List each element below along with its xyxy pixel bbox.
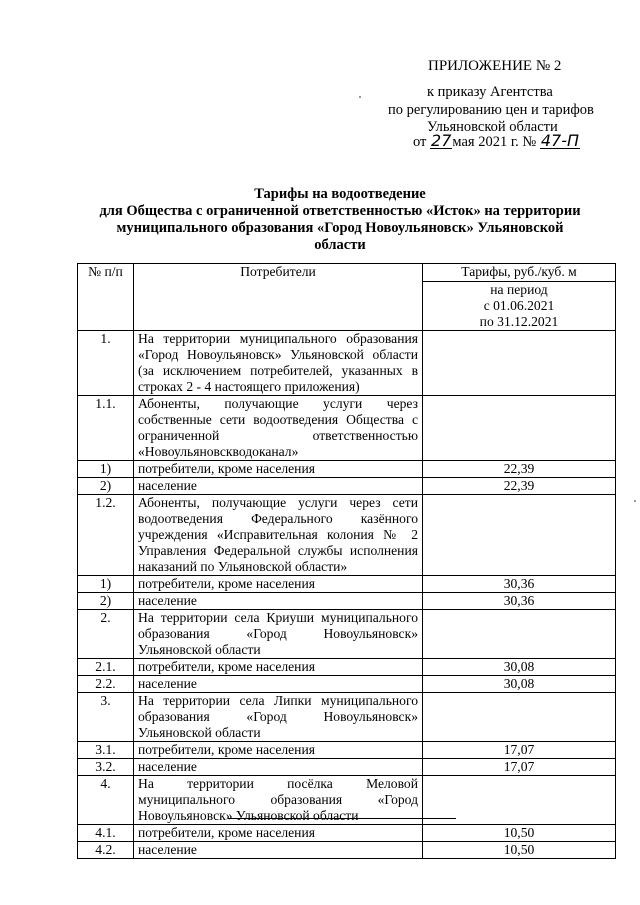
row-number: 2.2. [78, 676, 134, 693]
row-tariff [423, 331, 616, 396]
table-body [78, 331, 616, 859]
row-consumer: потребители, кроме населения [134, 576, 423, 593]
row-tariff: 30,08 [423, 659, 616, 676]
row-consumer: население [134, 759, 423, 776]
tariff-table [77, 263, 616, 859]
period-line-2: с 01.06.2021 [483, 298, 555, 313]
row-tariff: 30,36 [423, 593, 616, 610]
row-consumer: потребители, кроме населения [134, 825, 423, 842]
row-number: 2) [78, 593, 134, 610]
title-line-4: области [314, 237, 366, 253]
row-consumer: На территории села Липки муниципального образования «Город Новоульяновск» Ульяновской области [134, 693, 423, 742]
row-number: 1. [78, 331, 134, 396]
table-row [78, 331, 616, 396]
row-consumer: На территории муниципального образования «Город Новоульяновск» Ульяновской области (за исключением потребителей, указанных в строках 2 - 4 настоящего приложения) [134, 331, 423, 396]
row-number: 1.1. [78, 396, 134, 461]
row-consumer: На территории села Криуши муниципального образования «Город Новоульяновск» Ульяновской области [134, 610, 423, 659]
row-number: 1.2. [78, 495, 134, 576]
row-consumer: потребители, кроме населения [134, 659, 423, 676]
row-tariff [423, 495, 616, 576]
scan-speck [359, 96, 361, 98]
row-number: 3. [78, 693, 134, 742]
row-number: 1) [78, 461, 134, 478]
title-line-3: муниципального образования «Город Новоульяновск» Ульяновской [116, 220, 564, 236]
table-row [78, 461, 616, 478]
row-tariff: 22,39 [423, 461, 616, 478]
order-date-line [413, 133, 580, 151]
order-reference-line: к приказу Агентства [427, 84, 553, 100]
row-number: 2. [78, 610, 134, 659]
table-row [78, 478, 616, 495]
row-tariff: 22,39 [423, 478, 616, 495]
row-consumer: Абоненты, получающие услуги через собственные сети водоотведения Общества с ограниченной ответственностью «Новоульяновскводоканал» [134, 396, 423, 461]
row-tariff: 17,07 [423, 742, 616, 759]
row-number: 1) [78, 576, 134, 593]
row-tariff: 10,50 [423, 842, 616, 859]
table-row [78, 842, 616, 859]
header-consumers: Потребители [134, 264, 423, 331]
table-row [78, 659, 616, 676]
row-tariff: 10,50 [423, 825, 616, 842]
row-number: 4.1. [78, 825, 134, 842]
table-row [78, 396, 616, 461]
table-row [78, 742, 616, 759]
title-line-1: Тарифы на водоотведение [254, 186, 426, 202]
region-line: Ульяновской области [427, 119, 558, 135]
row-number: 3.1. [78, 742, 134, 759]
date-rest: мая 2021 г. № [452, 134, 537, 150]
document-title [60, 186, 620, 254]
row-number: 4. [78, 776, 134, 825]
table-row [78, 759, 616, 776]
row-number: 4.2. [78, 842, 134, 859]
handwritten-order-number: 47-П [540, 131, 580, 150]
table-row [78, 593, 616, 610]
table-row [78, 610, 616, 659]
date-prefix: от [413, 134, 427, 150]
row-number: 2) [78, 478, 134, 495]
row-tariff: 17,07 [423, 759, 616, 776]
row-consumer: население [134, 842, 423, 859]
row-consumer: население [134, 478, 423, 495]
row-tariff: 30,08 [423, 676, 616, 693]
header-period [423, 282, 616, 331]
row-tariff [423, 693, 616, 742]
header-tariffs: Тарифы, руб./куб. м [423, 264, 616, 282]
period-line-3: по 31.12.2021 [479, 314, 559, 329]
title-line-2: для Общества с ограниченной ответственностью «Исток» на территории [99, 203, 581, 219]
agency-name-line: по регулированию цен и тарифов [388, 102, 594, 118]
table-row [78, 576, 616, 593]
row-tariff [423, 610, 616, 659]
row-number: 2.1. [78, 659, 134, 676]
period-line-1: на период [490, 282, 548, 297]
table-row [78, 495, 616, 576]
appendix-number: ПРИЛОЖЕНИЕ № 2 [428, 58, 562, 74]
row-consumer: На территории посёлка Меловой муниципального образования «Город Новоульяновск» Ульяновской области [134, 776, 423, 825]
footer-divider [228, 818, 456, 819]
row-consumer: население [134, 676, 423, 693]
table-row [78, 676, 616, 693]
row-tariff: 30,36 [423, 576, 616, 593]
row-consumer: Абоненты, получающие услуги через сети водоотведения Федерального казённого учреждения «Исправительная колония № 2 Управления Федеральной службы исполнения наказаний по Ульяновской области» [134, 495, 423, 576]
handwritten-day: 27 [431, 131, 452, 150]
header-num: № п/п [78, 264, 134, 331]
row-consumer: население [134, 593, 423, 610]
row-number: 3.2. [78, 759, 134, 776]
row-tariff [423, 396, 616, 461]
table-header-row [78, 264, 616, 282]
row-consumer: потребители, кроме населения [134, 742, 423, 759]
table-row [78, 825, 616, 842]
scan-speck [634, 500, 636, 502]
table-row [78, 693, 616, 742]
row-consumer: потребители, кроме населения [134, 461, 423, 478]
